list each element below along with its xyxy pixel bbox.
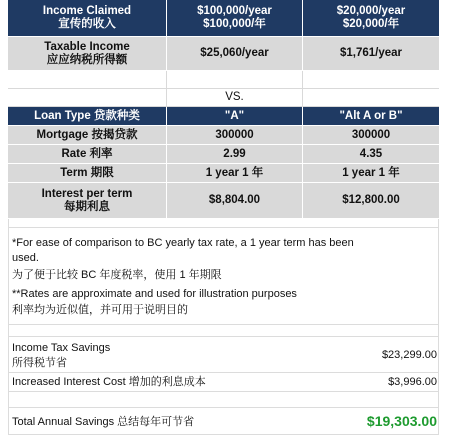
total-savings-value: $19,303.00 xyxy=(366,413,437,429)
spacer-cell xyxy=(167,71,303,89)
income-col-a-line1: $100,000/year xyxy=(197,5,272,17)
term-row xyxy=(8,164,439,183)
spacer-cell xyxy=(303,89,439,107)
vs-label: VS. xyxy=(167,89,303,107)
interest-cost-label: Increased Interest Cost 增加的利息成本 xyxy=(12,376,206,388)
note-line-4: **Rates are approximate and used for illustration purposes xyxy=(12,288,297,300)
loan-type-label: Loan Type 贷款种类 xyxy=(8,107,167,126)
rate-label: Rate 利率 xyxy=(8,145,167,164)
loan-type-a: "A" xyxy=(167,107,303,126)
grid-line xyxy=(8,336,439,337)
note-line-3: 为了便于比较 BC 年度税率，使用 1 年期限 xyxy=(12,269,222,281)
loan-header-row xyxy=(8,107,439,126)
income-col-b-line1: $20,000/year xyxy=(336,5,406,17)
income-col-a-line2: $100,000/年 xyxy=(203,18,266,30)
income-claimed-label-zh: 宣传的收入 xyxy=(58,18,116,30)
grid-line xyxy=(8,434,439,435)
interest-b: $12,800.00 xyxy=(303,183,439,219)
term-b: 1 year 1 年 xyxy=(303,164,439,183)
mortgage-b: 300000 xyxy=(303,126,439,145)
tax-savings-value: $23,299.00 xyxy=(381,349,437,361)
note-line-5: 利率均为近似值，并可用于说明目的 xyxy=(12,304,188,316)
mortgage-row xyxy=(8,126,439,145)
income-col-a xyxy=(167,0,303,37)
mortgage-label: Mortgage 按揭贷款 xyxy=(8,126,167,145)
interest-label-en: Interest per term xyxy=(41,187,133,200)
income-claimed-label xyxy=(8,0,167,37)
note-line-1: *For ease of comparison to BC yearly tax rate, a 1 year term has been xyxy=(12,237,354,249)
interest-label-zh: 每期利息 xyxy=(64,200,110,213)
income-claimed-label-en: Income Claimed xyxy=(42,5,132,17)
spacer-cell xyxy=(303,71,439,89)
total-savings-label: Total Annual Savings 总结每年可节省 xyxy=(12,416,195,428)
tax-savings-label-en: Income Tax Savings xyxy=(12,342,111,354)
taxable-income-label xyxy=(8,37,167,71)
interest-a: $8,804.00 xyxy=(167,183,303,219)
taxable-income-label-en: Taxable Income xyxy=(44,40,130,53)
grid-line xyxy=(8,324,439,325)
spacer-row xyxy=(8,71,439,89)
term-a: 1 year 1 年 xyxy=(167,164,303,183)
taxable-income-col-b: $1,761/year xyxy=(303,37,439,71)
income-header-row xyxy=(8,0,439,37)
taxable-income-row xyxy=(8,37,439,71)
interest-row xyxy=(8,183,439,219)
grid-line xyxy=(8,219,9,435)
rate-a: 2.99 xyxy=(167,145,303,164)
rate-b: 4.35 xyxy=(303,145,439,164)
taxable-income-col-a: $25,060/year xyxy=(167,37,303,71)
term-label: Term 期限 xyxy=(8,164,167,183)
grid-line xyxy=(8,227,439,228)
mortgage-a: 300000 xyxy=(167,126,303,145)
grid-line xyxy=(438,219,439,435)
loan-type-b: "Alt A or B" xyxy=(303,107,439,126)
spacer-cell xyxy=(8,71,167,89)
rate-row xyxy=(8,145,439,164)
vs-row xyxy=(8,89,439,107)
grid-line xyxy=(8,391,439,392)
income-col-b xyxy=(303,0,439,37)
taxable-income-label-zh: 应应纳税所得额 xyxy=(46,53,128,66)
grid-line xyxy=(8,407,439,408)
tax-savings-label-zh: 所得税节省 xyxy=(12,357,67,369)
interest-label xyxy=(8,183,167,219)
grid-line xyxy=(8,372,439,373)
note-line-2: used. xyxy=(12,252,39,264)
income-col-b-line2: $20,000/年 xyxy=(342,18,400,30)
interest-cost-value: $3,996.00 xyxy=(388,376,437,388)
spacer-cell xyxy=(8,89,167,107)
